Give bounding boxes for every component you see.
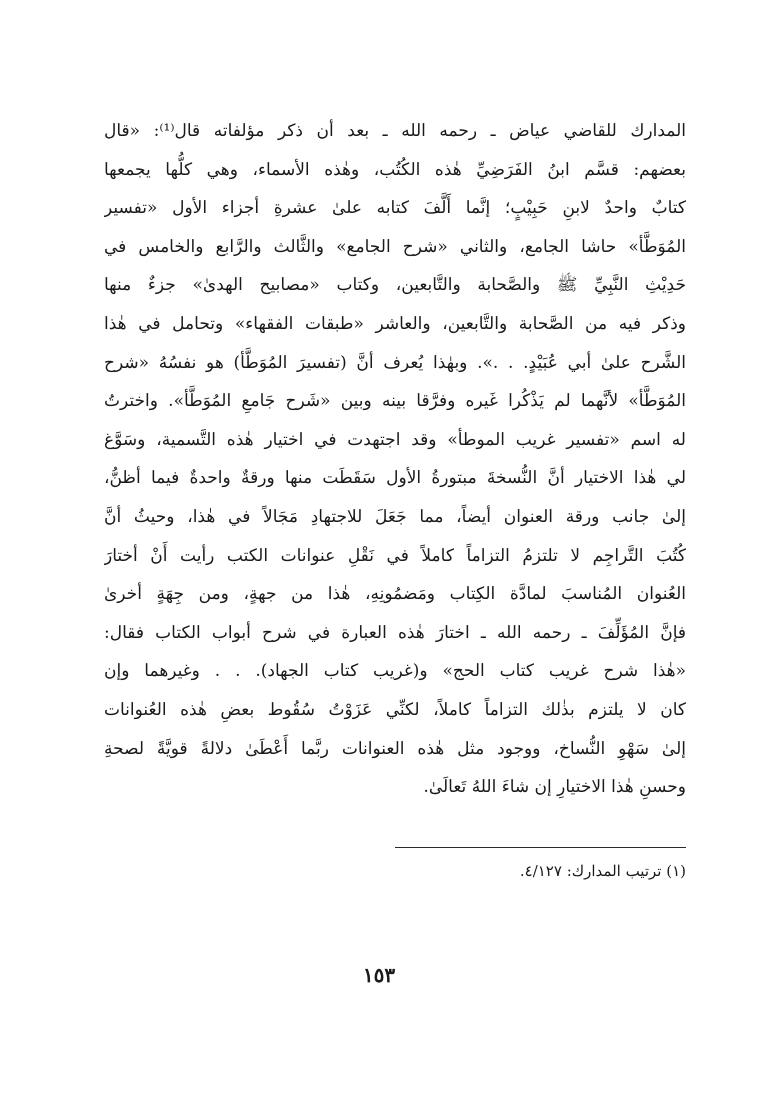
text-line: له اسم «تفسير غريب الموطأ» وقد اجتهدت في اختيار هٰذه التَّسمية، وسَوَّغ xyxy=(104,429,686,450)
footnote-divider xyxy=(395,847,686,848)
body-text xyxy=(104,112,686,807)
text-line: فإنَّ المُؤَلِّفَ ـ رحمه الله ـ اختارَ هٰذه العبارة في شرح أبواب الكتاب فقال: xyxy=(104,622,686,643)
text-line: كان لا يلتزم بذٰلك التزاماً كاملاً، لكنِّي عَزَوْتُ سُقُوط بعضِ هٰذه العُنوانات xyxy=(104,699,686,720)
text-line: لي هٰذا الاختيار أنَّ النُّسخةَ مبتورةُ الأول سَقَطَت منها ورقةٌ واحدةٌ فيما أظنُّ، xyxy=(104,468,686,489)
text-line: حَدِيْثِ النَّبِيِّ ﷺ والصَّحابة والتَّابعين، وكتاب «مصابيح الهدىٰ» جزءٌ منها xyxy=(104,275,686,296)
text-line-last: وحسنِ هٰذا الاختيارِ إن شاءَ اللهُ تَعالَىٰ. xyxy=(423,777,686,798)
text-line: المدارك للقاضي عياض ـ رحمه الله ـ بعد أن ذكر مؤلفاته قال⁽¹⁾: «قال xyxy=(104,121,686,141)
text-line: إلىٰ جانب ورقة العنوان أيضاً، مما جَعَلَ للاجتهادِ مَجَالاً في هٰذا، وحيثُ أنَّ xyxy=(104,506,686,527)
text-line: إلىٰ سَهْوِ النُّساخ، ووجود مثل هٰذه العنوانات ربَّما أَعْطَىٰ دلالةً قويَّةً لصحةِ xyxy=(104,738,686,759)
text-line: «هٰذا شرح غريب كتاب الحج» و(غريب كتاب الجهاد). . . وغيرهما وإن xyxy=(104,661,686,682)
text-line: المُوَطَّأ» لأنَّهما لم يَذْكُرا غَيره وفرَّقا بينه وبين «شَرح جَامعِ المُوَطَّأ». واخترتُ xyxy=(104,391,686,412)
footnote: (١) ترتيب المدارك: ٤/١٢٧. xyxy=(519,862,686,880)
text-line: كتابٌ واحدٌ لابنِ حَبِيْبٍ؛ إنَّما أَلَّفَ كتابه علىٰ عشرةِ أجزاء الأول «تفسير xyxy=(104,198,686,219)
text-line: الشَّرح علىٰ أبي عُبَيْدٍ. . .». وبهٰذا يُعرف أنَّ (تفسيرَ المُوَطَّأ) هو نفسُهُ «شرح xyxy=(104,352,686,373)
page-number: ١٥٣ xyxy=(362,963,396,987)
text-line: العُنوان المُناسبَ لمادَّة الكِتاب ومَضمُونِهِ، هٰذا من جهةٍ، ومن جِهَةٍ أخرىٰ xyxy=(104,584,686,605)
text-line: وذكر فيه من الصَّحابة والتَّابعين، والعاشر «طبقات الفقهاء» وتحامل في هٰذا xyxy=(104,313,686,334)
text-line: المُوَطَّأ» حاشا الجامع، والثاني «شرح الجامع» والثَّالث والرَّابع والخامس في xyxy=(104,236,686,257)
text-line: كُتُبَ التَّراجِم لا تلتزمُ التزاماً كاملاً في نَقْلِ عنوانات الكتب رأيت أَنْ أختارَ xyxy=(104,545,686,566)
text-line: بعضهم: قسَّم ابنُ الفَرَضِيِّ هٰذه الكُتُب، وهٰذه الأسماء، وهي كلُّها يجمعها xyxy=(104,159,686,180)
